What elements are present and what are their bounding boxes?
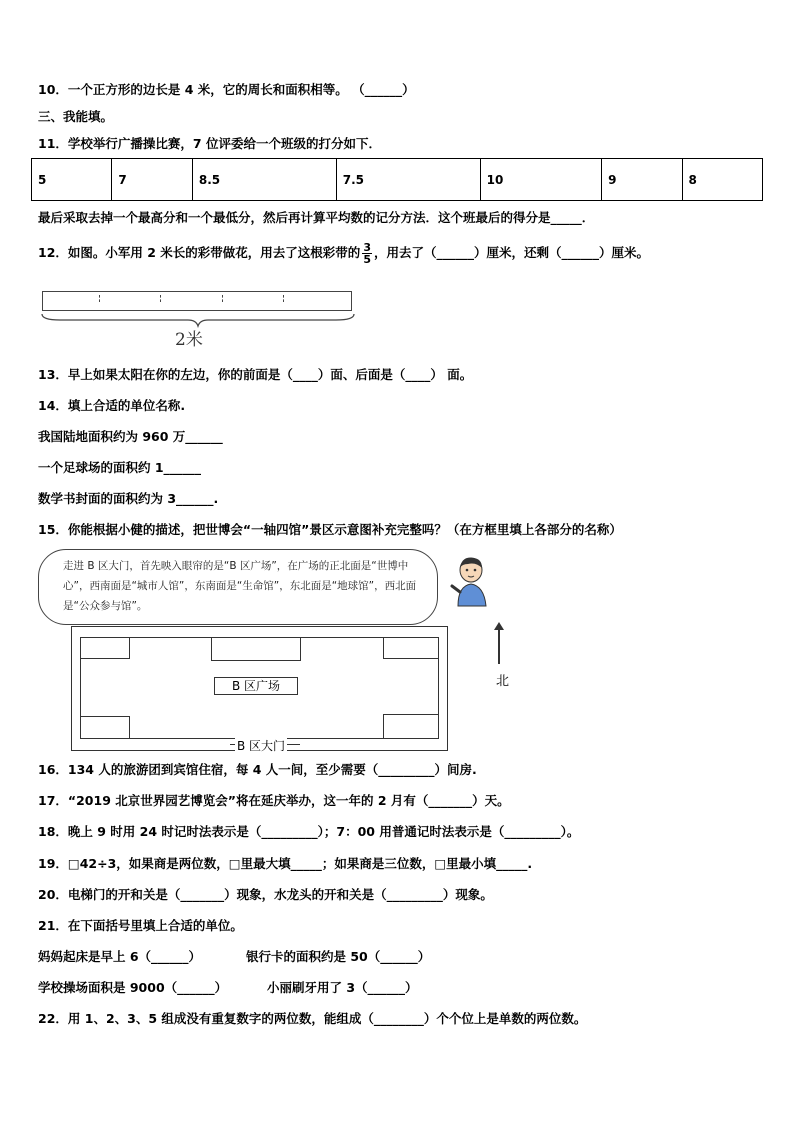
question-12-text-after: ，用去了（______）厘米，还剩（______）厘米。 (373, 245, 649, 260)
score-cell: 9 (602, 159, 682, 201)
score-cell: 5 (32, 159, 112, 201)
pavilion-box-north[interactable] (211, 637, 301, 661)
map-gate-label: B 区大门 (237, 739, 286, 753)
score-cell: 10 (480, 159, 601, 201)
question-21: 21．在下面括号里填上合适的单位。 (38, 918, 243, 933)
question-12-text-before: 12．如图。小军用 2 米长的彩带做花，用去了这根彩带的 (38, 245, 361, 260)
question-21-c: 学校操场面积是 9000（______） (38, 980, 228, 995)
question-21-b: 银行卡的面积约是 50（______） (246, 949, 431, 964)
question-14-a: 我国陆地面积约为 960 万______ (38, 429, 223, 444)
question-14-c: 数学书封面的面积约为 3______. (38, 491, 219, 506)
question-10: 10．一个正方形的边长是 4 米，它的周长和面积相等。 （______） (38, 82, 415, 97)
question-14-b: 一个足球场的面积约 1______ (38, 460, 202, 475)
question-14: 14．填上合适的单位名称. (38, 398, 186, 413)
score-cell: 8 (682, 159, 763, 201)
north-arrow-icon (498, 628, 500, 664)
fraction-denominator: 5 (363, 253, 371, 266)
question-15: 15．你能根据小健的描述，把世博会“一轴四馆”景区示意图补充完整吗？（在方框里填上各部分的名称） (38, 522, 622, 537)
question-11: 11．学校举行广播操比赛，7 位评委给一个班级的打分如下． (38, 136, 381, 151)
ribbon-length-label: 2米 (175, 330, 203, 350)
question-21-a: 妈妈起床是早上 6（______） (38, 949, 202, 964)
pavilion-box-southeast[interactable] (383, 714, 439, 739)
question-19: 19．□42÷3，如果商是两位数，□里最大填_____；如果商是三位数，□里最小填_____. (38, 856, 533, 871)
pavilion-box-northeast[interactable] (383, 637, 439, 659)
fraction (362, 242, 372, 265)
section-heading: 三、我能填。 (38, 109, 114, 124)
boy-illustration-icon (450, 556, 490, 608)
question-13: 13．早上如果太阳在你的左边，你的前面是（____）面、后面是（____） 面。 (38, 367, 473, 382)
question-17: 17．“2019 北京世界园艺博览会”将在延庆举办，这一年的 2 月有（_______）天。 (38, 793, 510, 808)
north-label: 北 (496, 674, 510, 689)
pavilion-box-southwest[interactable] (80, 716, 130, 739)
ribbon-diagram (42, 291, 352, 311)
score-cell: 7.5 (336, 159, 480, 201)
score-table (31, 158, 763, 201)
fraction-numerator: 3 (363, 241, 371, 254)
map-plaza-label: B 区广场 (214, 677, 298, 695)
ribbon-tick (99, 295, 100, 302)
question-22: 22．用 1、2、3、5 组成没有重复数字的两位数，能组成（________）个个位上是单数的两位数。 (38, 1011, 587, 1026)
speech-bubble: 走进 B 区大门，首先映入眼帘的是“B 区广场”，在广场的正北面是“世博中心”，西南面是“城市人馆”，东南面是“生命馆”，东北面是“地球馆”，西北面是“公众参与馆”。 (38, 549, 438, 625)
pavilion-box-northwest[interactable] (80, 637, 130, 659)
question-18: 18．晚上 9 时用 24 时记时法表示是（_________）；7：00 用普通记时法表示是（_________）。 (38, 824, 580, 839)
question-20: 20．电梯门的开和关是（_______）现象，水龙头的开和关是（_________）现象。 (38, 887, 493, 902)
score-cell: 7 (112, 159, 192, 201)
question-12 (38, 240, 649, 266)
ribbon-tick (160, 295, 161, 302)
question-16: 16．134 人的旅游团到宾馆住宿，每 4 人一间，至少需要（_________）间房. (38, 762, 477, 777)
ribbon-tick (222, 295, 223, 302)
score-cell: 8.5 (192, 159, 336, 201)
ribbon-tick (283, 295, 284, 302)
question-21-d: 小丽刷牙用了 3（______） (267, 980, 418, 995)
question-11-followup: 最后采取去掉一个最高分和一个最低分，然后再计算平均数的记分方法．这个班最后的得分是_____． (38, 210, 595, 225)
table-row (32, 159, 763, 201)
